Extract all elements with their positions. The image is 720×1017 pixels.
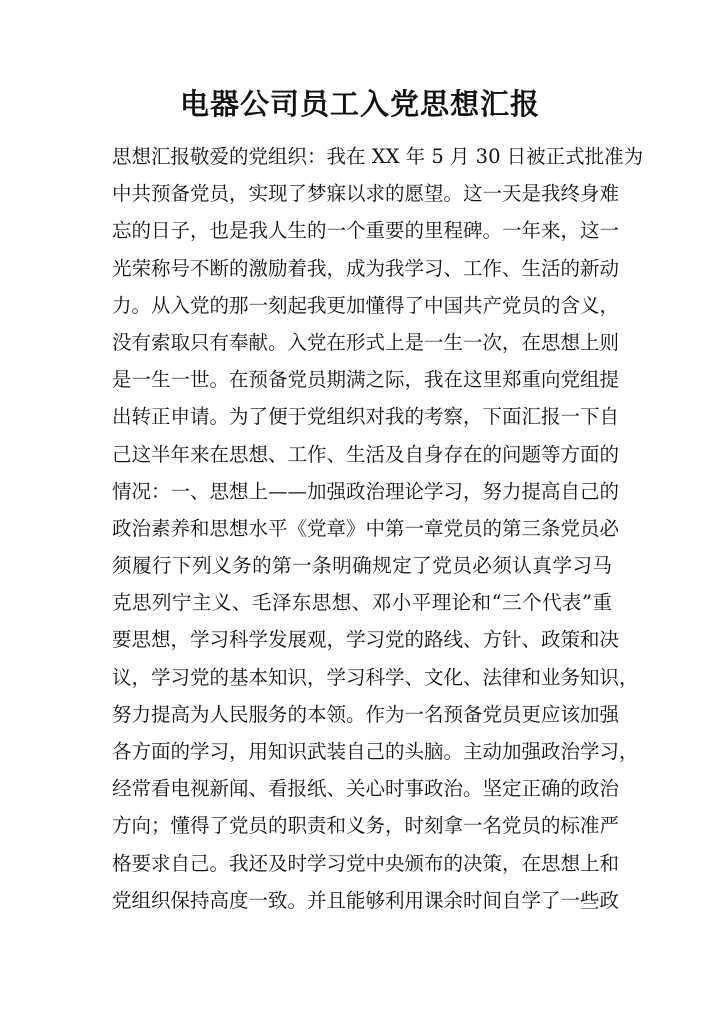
body-text-line: 须履行下列义务的第一条明确规定了党员必须认真学习马 bbox=[112, 554, 612, 578]
body-text-line: 中共预备党员，实现了梦寐以求的愿望。这一天是我终身难 bbox=[112, 182, 620, 206]
body-text-line: 党组织保持高度一致。并且能够利用课余时间自学了一些政 bbox=[112, 888, 620, 912]
body-text-line: 力。从入党的那一刻起我更加懂得了中国共产党员的含义， bbox=[112, 293, 620, 317]
body-text-line: 没有索取只有奉献。入党在形式上是一生一次，在思想上则 bbox=[112, 330, 620, 354]
body-text-line: 努力提高为人民服务的本领。作为一名预备党员更应该加强 bbox=[112, 702, 620, 726]
body-text-line: 己这半年来在思想、工作、生活及自身存在的问题等方面的 bbox=[112, 442, 620, 466]
body-text-line: 要思想，学习科学发展观，学习党的路线、方针、政策和决 bbox=[112, 628, 620, 652]
body-text-line: 经常看电视新闻、看报纸、关心时事政治。坚定正确的政治 bbox=[112, 777, 620, 801]
body-text-line: 政治素养和思想水平《党章》中第一章党员的第三条党员必 bbox=[112, 516, 620, 540]
body-text-line: 议，学习党的基本知识，学习科学、文化、法律和业务知识， bbox=[112, 665, 639, 689]
body-text-line: 光荣称号不断的激励着我，成为我学习、工作、生活的新动 bbox=[112, 256, 620, 280]
body-text-line: 情况：一、思想上——加强政治理论学习，努力提高自己的 bbox=[112, 479, 620, 503]
body-text-line: 出转正申请。为了便于党组织对我的考察，下面汇报一下自 bbox=[112, 405, 620, 429]
body-text-line: 是一生一世。在预备党员期满之际，我在这里郑重向党组提 bbox=[112, 368, 620, 392]
body-text-line: 各方面的学习，用知识武装自己的头脑。主动加强政治学习， bbox=[112, 740, 639, 763]
document-title: 电器公司员工入党思想汇报 bbox=[179, 87, 540, 121]
body-text-line: 忘的日子，也是我人生的一个重要的里程碑。一年来，这一 bbox=[112, 219, 620, 243]
body-text-line: 方向；懂得了党员的职责和义务，时刻拿一名党员的标准严 bbox=[112, 814, 620, 838]
body-text-line: 克思列宁主义、毛泽东思想、邓小平理论和“三个代表”重 bbox=[112, 591, 612, 615]
body-text-line: 思想汇报敬爱的党组织：我在 XX 年 5 月 30 日被正式批准为 bbox=[112, 145, 644, 168]
document-body bbox=[112, 138, 644, 919]
body-text-line: 格要求自己。我还及时学习党中央颁布的决策，在思想上和 bbox=[112, 851, 620, 875]
